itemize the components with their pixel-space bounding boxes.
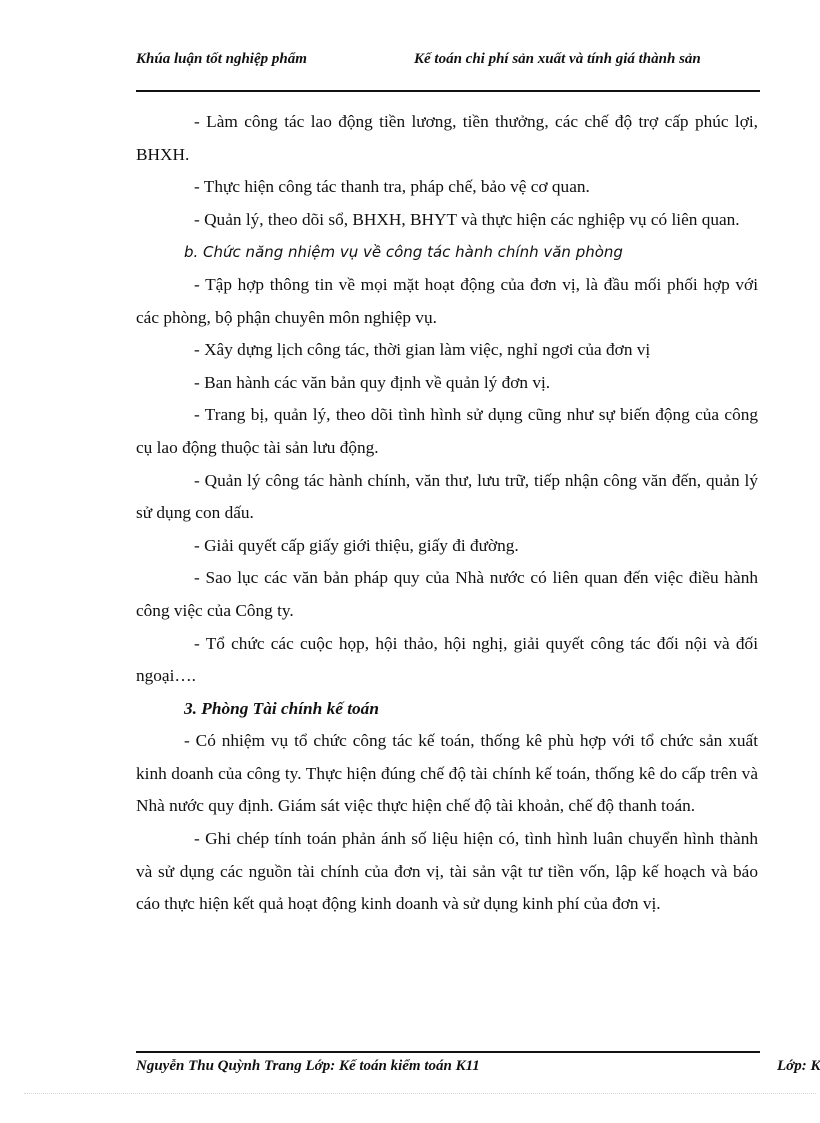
paragraph-regulations: - Ban hành các văn bản quy định về quản lý đơn vị.	[194, 372, 551, 392]
paragraph-information: - Tập hợp thông tin về mọi mặt hoạt động của đơn vị, là đầu mối phối hợp với các phòng, bộ phận chuyên môn nghiệp vụ.	[136, 274, 758, 327]
footer-author-class: Nguyễn Thu Quỳnh Trang Lớp: Kế toán kiểm toán K11	[136, 1058, 480, 1074]
paragraph-inspection: - Thực hiện công tác thanh tra, pháp chế, bảo vệ cơ quan.	[194, 177, 590, 197]
header-divider	[136, 90, 760, 92]
paragraph-equipment: - Trang bị, quản lý, theo dõi tình hình sử dụng cũng như sự biến động của công cụ lao động thuộc tài sản lưu động.	[136, 405, 758, 457]
footer-divider	[136, 1051, 760, 1053]
paragraph-meetings: - Tổ chức các cuộc họp, hội thảo, hội nghị, giải quyết công tác đối nội và đối ngoại….	[136, 633, 758, 686]
paragraph-insurance: - Quản lý, theo dõi sổ, BHXH, BHYT và thực hiện các nghiệp vụ có liên quan.	[194, 209, 740, 229]
subheading-admin-office: b. Chức năng nhiệm vụ về công tác hành chính văn phòng	[184, 243, 623, 262]
paragraph-accounting-duty: - Có nhiệm vụ tổ chức công tác kế toán, thống kê phù hợp với tổ chức sản xuất kinh doanh của công ty. Thực hiện đúng chế độ tài chính kế toán, thống kê do cấp trên và Nhà nước quy định. Giám sát việc thực hiện chế độ tài khoản, chế độ thanh toán.	[136, 731, 758, 816]
page-bottom-dotted-line	[24, 1093, 816, 1094]
header-right-title: Kế toán chi phí sản xuất và tính giá thành sản	[414, 51, 701, 67]
paragraph-clerical: - Quản lý công tác hành chính, văn thư, lưu trữ, tiếp nhận công văn đến, quản lý sử dụng con dấu.	[136, 470, 758, 523]
paragraph-recording: - Ghi chép tính toán phản ánh số liệu hiện có, tình hình luân chuyển hình thành và sử dụng các nguồn tài chính của đơn vị, tài sản vật tư tiền vốn, lập kế hoạch và báo cáo thực hiện kết quả hoạt động kinh doanh và sử dụng kinh phí của đơn vị.	[136, 829, 758, 914]
paragraph-schedule: - Xây dựng lịch công tác, thời gian làm việc, nghỉ ngơi của đơn vị	[194, 340, 651, 360]
header-left-title: Khúa luận tốt nghiệp phẩm	[136, 51, 307, 67]
paragraph-permits: - Giải quyết cấp giấy giới thiệu, giấy đi đường.	[194, 535, 519, 555]
footer-right-label: Lớp: K	[777, 1058, 820, 1074]
document-body	[136, 106, 758, 921]
section-heading-finance: 3. Phòng Tài chính kế toán	[184, 698, 379, 718]
paragraph-legal-docs: - Sao lục các văn bản pháp quy của Nhà nước có liên quan đến việc điều hành công việc của Công ty.	[136, 568, 758, 620]
paragraph-labor: - Làm công tác lao động tiền lương, tiền thưởng, các chế độ trợ cấp phúc lợi, BHXH.	[136, 112, 758, 164]
